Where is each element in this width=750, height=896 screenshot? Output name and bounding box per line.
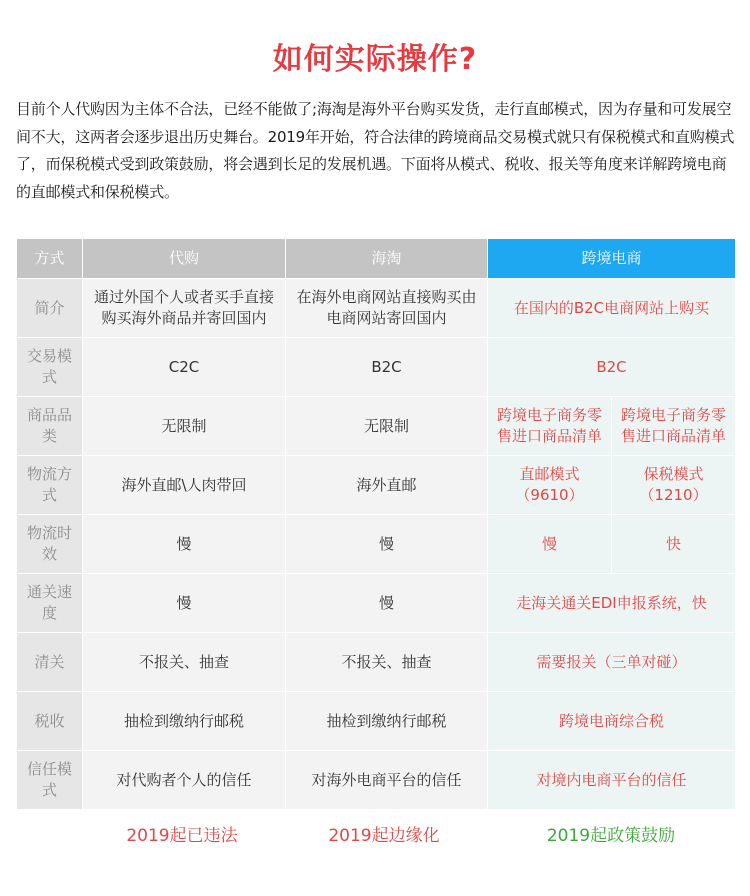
footer-haitao-status: 2019起边缘化 xyxy=(328,826,440,846)
row-label: 信任模式 xyxy=(17,751,83,810)
header-method: 方式 xyxy=(17,239,83,279)
cell-haitao: 抽检到缴纳行邮税 xyxy=(286,692,488,751)
cell-crossborder-bonded: 跨境电子商务零售进口商品清单 xyxy=(612,397,736,456)
cell-crossborder: 在国内的B2C电商网站上购买 xyxy=(488,279,736,338)
row-label: 物流方式 xyxy=(17,456,83,515)
table-row xyxy=(17,574,736,633)
cell-daigou: 慢 xyxy=(83,515,286,574)
table-row xyxy=(17,397,736,456)
page-title-mark: ? xyxy=(458,42,478,77)
cell-haitao: 无限制 xyxy=(286,397,488,456)
cell-haitao: 对海外电商平台的信任 xyxy=(286,751,488,810)
table-row xyxy=(17,456,736,515)
cell-crossborder-direct: 直邮模式（9610） xyxy=(488,456,612,515)
table-row xyxy=(17,515,736,574)
cell-haitao: 在海外电商网站直接购买由电商网站寄回国内 xyxy=(286,279,488,338)
header-daigou: 代购 xyxy=(83,239,286,279)
cell-daigou: 抽检到缴纳行邮税 xyxy=(83,692,286,751)
table-header-row xyxy=(17,239,736,279)
header-haitao: 海淘 xyxy=(286,239,488,279)
row-label: 简介 xyxy=(17,279,83,338)
cell-daigou: C2C xyxy=(83,338,286,397)
cell-crossborder: 跨境电商综合税 xyxy=(488,692,736,751)
cell-haitao: 慢 xyxy=(286,515,488,574)
row-label: 通关速度 xyxy=(17,574,83,633)
row-label: 交易模式 xyxy=(17,338,83,397)
row-label: 清关 xyxy=(17,633,83,692)
table-row xyxy=(17,751,736,810)
cell-haitao: B2C xyxy=(286,338,488,397)
cell-crossborder: 对境内电商平台的信任 xyxy=(488,751,736,810)
comparison-table xyxy=(16,238,736,810)
cell-haitao: 不报关、抽查 xyxy=(286,633,488,692)
cell-crossborder-direct: 跨境电子商务零售进口商品清单 xyxy=(488,397,612,456)
cell-daigou: 通过外国个人或者买手直接购买海外商品并寄回国内 xyxy=(83,279,286,338)
row-label: 物流时效 xyxy=(17,515,83,574)
cell-daigou: 慢 xyxy=(83,574,286,633)
cell-crossborder: B2C xyxy=(488,338,736,397)
footer-daigou-status: 2019起已违法 xyxy=(126,826,238,846)
intro-paragraph: 目前个人代购因为主体不合法，已经不能做了;海淘是海外平台购买发货，走行直邮模式，因为存量和可发展空间不大，这两者会逐步退出历史舞台。2019年开始，符合法律的跨境商品交易模式就只有保税模式和直购模式了，而保税模式受到政策鼓励，将会遇到长足的发展机遇。下面将从模式、税收、报关等角度来详解跨境电商的直邮模式和保税模式。 xyxy=(16,100,735,201)
cell-daigou: 不报关、抽查 xyxy=(83,633,286,692)
cell-daigou: 海外直邮\人肉带回 xyxy=(83,456,286,515)
table-row xyxy=(17,338,736,397)
cell-daigou: 对代购者个人的信任 xyxy=(83,751,286,810)
footer-crossborder-status: 2019起政策鼓励 xyxy=(546,826,676,846)
cell-crossborder-bonded: 保税模式（1210） xyxy=(612,456,736,515)
cell-haitao: 慢 xyxy=(286,574,488,633)
page-title: 如何实际操作? xyxy=(272,42,478,77)
cell-haitao: 海外直邮 xyxy=(286,456,488,515)
cell-daigou: 无限制 xyxy=(83,397,286,456)
table-row xyxy=(17,692,736,751)
row-label: 税收 xyxy=(17,692,83,751)
cell-crossborder-bonded: 快 xyxy=(612,515,736,574)
cell-crossborder: 走海关通关EDI申报系统，快 xyxy=(488,574,736,633)
cell-crossborder-direct: 慢 xyxy=(488,515,612,574)
header-crossborder: 跨境电商 xyxy=(488,239,736,279)
table-row xyxy=(17,633,736,692)
table-row xyxy=(17,279,736,338)
cell-crossborder: 需要报关（三单对碰） xyxy=(488,633,736,692)
row-label: 商品品类 xyxy=(17,397,83,456)
